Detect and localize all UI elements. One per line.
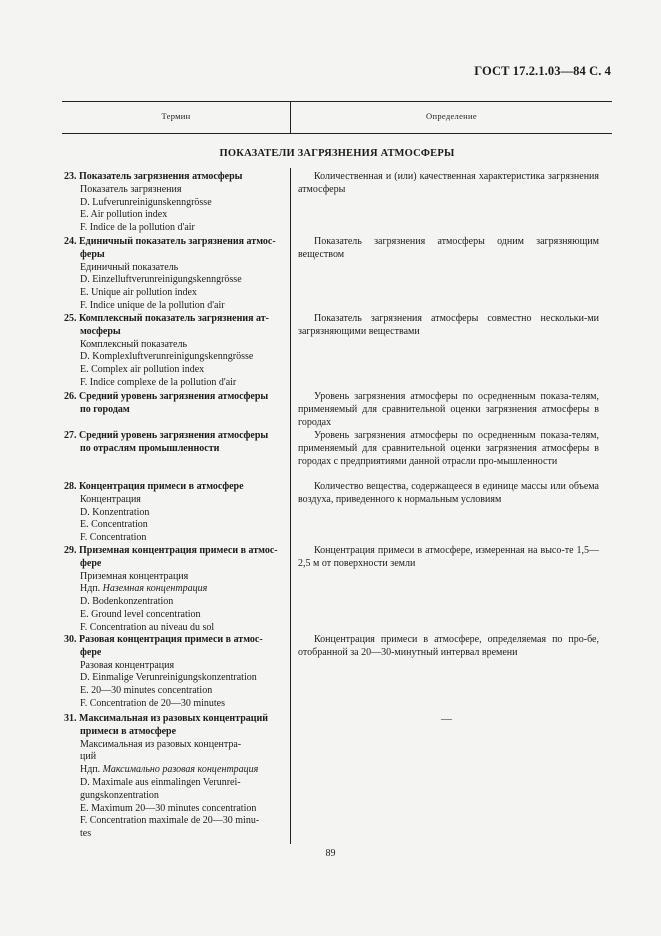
definition-29: Концентрация примеси в атмосфере, измеренная на высо-те 1,5—2,5 м от поверхности земли <box>298 545 599 569</box>
column-divider-body <box>290 168 291 844</box>
term-title: 28. Концентрация примеси в атмосфере <box>64 481 244 492</box>
term-synonym: Показатель загрязнения <box>80 183 182 195</box>
definition-25: Показатель загрязнения атмосферы совместно нескольки-ми загрязняющими веществами <box>298 313 599 337</box>
term-deprecated: Ндп. Максимально разовая концентрация <box>80 764 259 776</box>
column-header-term: Термин <box>161 111 191 121</box>
term-english: E. 20—30 minutes concentration <box>80 685 213 697</box>
page-number: 89 <box>325 848 336 859</box>
definition-30: Концентрация примеси в атмосфере, определяемая по про-бе, отобранной за 20—30-минутный интервал времени <box>298 634 599 658</box>
term-title: 30. Разовая концентрация примеси в атмос- фере <box>64 634 263 658</box>
term-title: 29. Приземная концентрация примеси в атмос- фере <box>64 545 278 569</box>
term-synonym: Разовая концентрация <box>80 659 175 671</box>
term-synonym: Приземная концентрация <box>80 570 189 582</box>
term-entry-27 <box>64 430 280 456</box>
term-english: E. Concentration <box>80 519 148 531</box>
term-french: F. Indice complexe de la pollution d'air <box>80 376 237 388</box>
term-english: E. Complex air pollution index <box>80 364 205 376</box>
term-german: D. Einmalige Verunreinigungskonzentration <box>80 672 257 684</box>
term-synonym: Максимальная из разовых концентра- ций <box>80 738 242 763</box>
term-entry-28 <box>64 481 280 545</box>
term-german: D. Bodenkonzentration <box>80 596 174 608</box>
term-german: D. Konzentration <box>80 506 150 518</box>
definition-28: Количество вещества, содержащееся в единице массы или объема воздуха, приведенного к нормальным условиям <box>298 481 599 505</box>
column-header-definition: Определение <box>426 111 477 121</box>
term-title: 23. Показатель загрязнения атмосферы <box>64 171 243 182</box>
term-french: F. Concentration <box>80 532 147 544</box>
term-synonym: Единичный показатель <box>80 261 179 273</box>
term-title: 26. Средний уровень загрязнения атмосферы по городам <box>64 391 269 415</box>
term-french: F. Indice unique de la pollution d'air <box>80 299 225 311</box>
term-entry-29 <box>64 545 280 635</box>
term-english: E. Maximum 20—30 minutes concentration <box>80 802 257 814</box>
term-title: 24. Единичный показатель загрязнения атмос- феры <box>64 236 276 260</box>
term-english: E. Air pollution index <box>80 209 168 221</box>
definition-24: Показатель загрязнения атмосферы одним загрязняющим веществом <box>298 236 599 260</box>
term-entry-24 <box>64 236 280 313</box>
document-reference: ГОСТ 17.2.1.03—84 С. 4 <box>474 64 611 78</box>
term-german: D. Maximale aus einmalingen Verunrei- gungskonzentration <box>80 776 241 801</box>
definition-27: Уровень загрязнения атмосферы по осредненным показа-телям, применяемый для сравнительной оценки загрязнения атмосферы в городах с предприятиями данной отрасли про-мышленности <box>298 430 599 467</box>
term-synonym: Концентрация <box>80 493 141 505</box>
term-french: F. Concentration maximale de 20—30 minu- tes <box>80 815 260 840</box>
term-entry-31 <box>64 713 280 841</box>
term-english: E. Unique air pollution index <box>80 287 197 299</box>
term-entry-30 <box>64 634 280 711</box>
definition-23: Количественная и (или) качественная характеристика загрязнения атмосферы <box>298 171 599 195</box>
term-french: F. Concentration de 20—30 minutes <box>80 697 226 709</box>
term-german: D. Lufverunreinigunskenngrösse <box>80 196 212 208</box>
definition-31: — <box>441 713 452 725</box>
term-german: D. Einzelluftverunreinigungskenngrösse <box>80 274 242 286</box>
term-english: E. Ground level concentration <box>80 608 201 620</box>
term-title: 25. Комплексный показатель загрязнения ат- мосферы <box>64 313 270 337</box>
term-entry-25 <box>64 313 280 390</box>
term-title: 27. Средний уровень загрязнения атмосферы по отраслям промышленности <box>64 430 269 454</box>
column-header-row <box>62 101 612 134</box>
term-french: F. Concentration au niveau du sol <box>80 621 215 633</box>
term-german: D. Komplexluftverunreinigungskenngrösse <box>80 351 254 363</box>
term-french: F. Indice de la pollution d'air <box>80 222 195 234</box>
term-title: 31. Максимальная из разовых концентраций примеси в атмосфере <box>64 713 269 737</box>
term-synonym: Комплексный показатель <box>80 338 188 350</box>
term-entry-23 <box>64 171 280 235</box>
term-deprecated: Ндп. Наземная концентрация <box>80 583 208 595</box>
section-title: ПОКАЗАТЕЛИ ЗАГРЯЗНЕНИЯ АТМОСФЕРЫ <box>219 148 455 159</box>
definition-26: Уровень загрязнения атмосферы по осредненным показа-телям, применяемый для сравнительной оценки загрязнения атмосферы в городах <box>298 391 599 428</box>
term-entry-26 <box>64 391 280 417</box>
